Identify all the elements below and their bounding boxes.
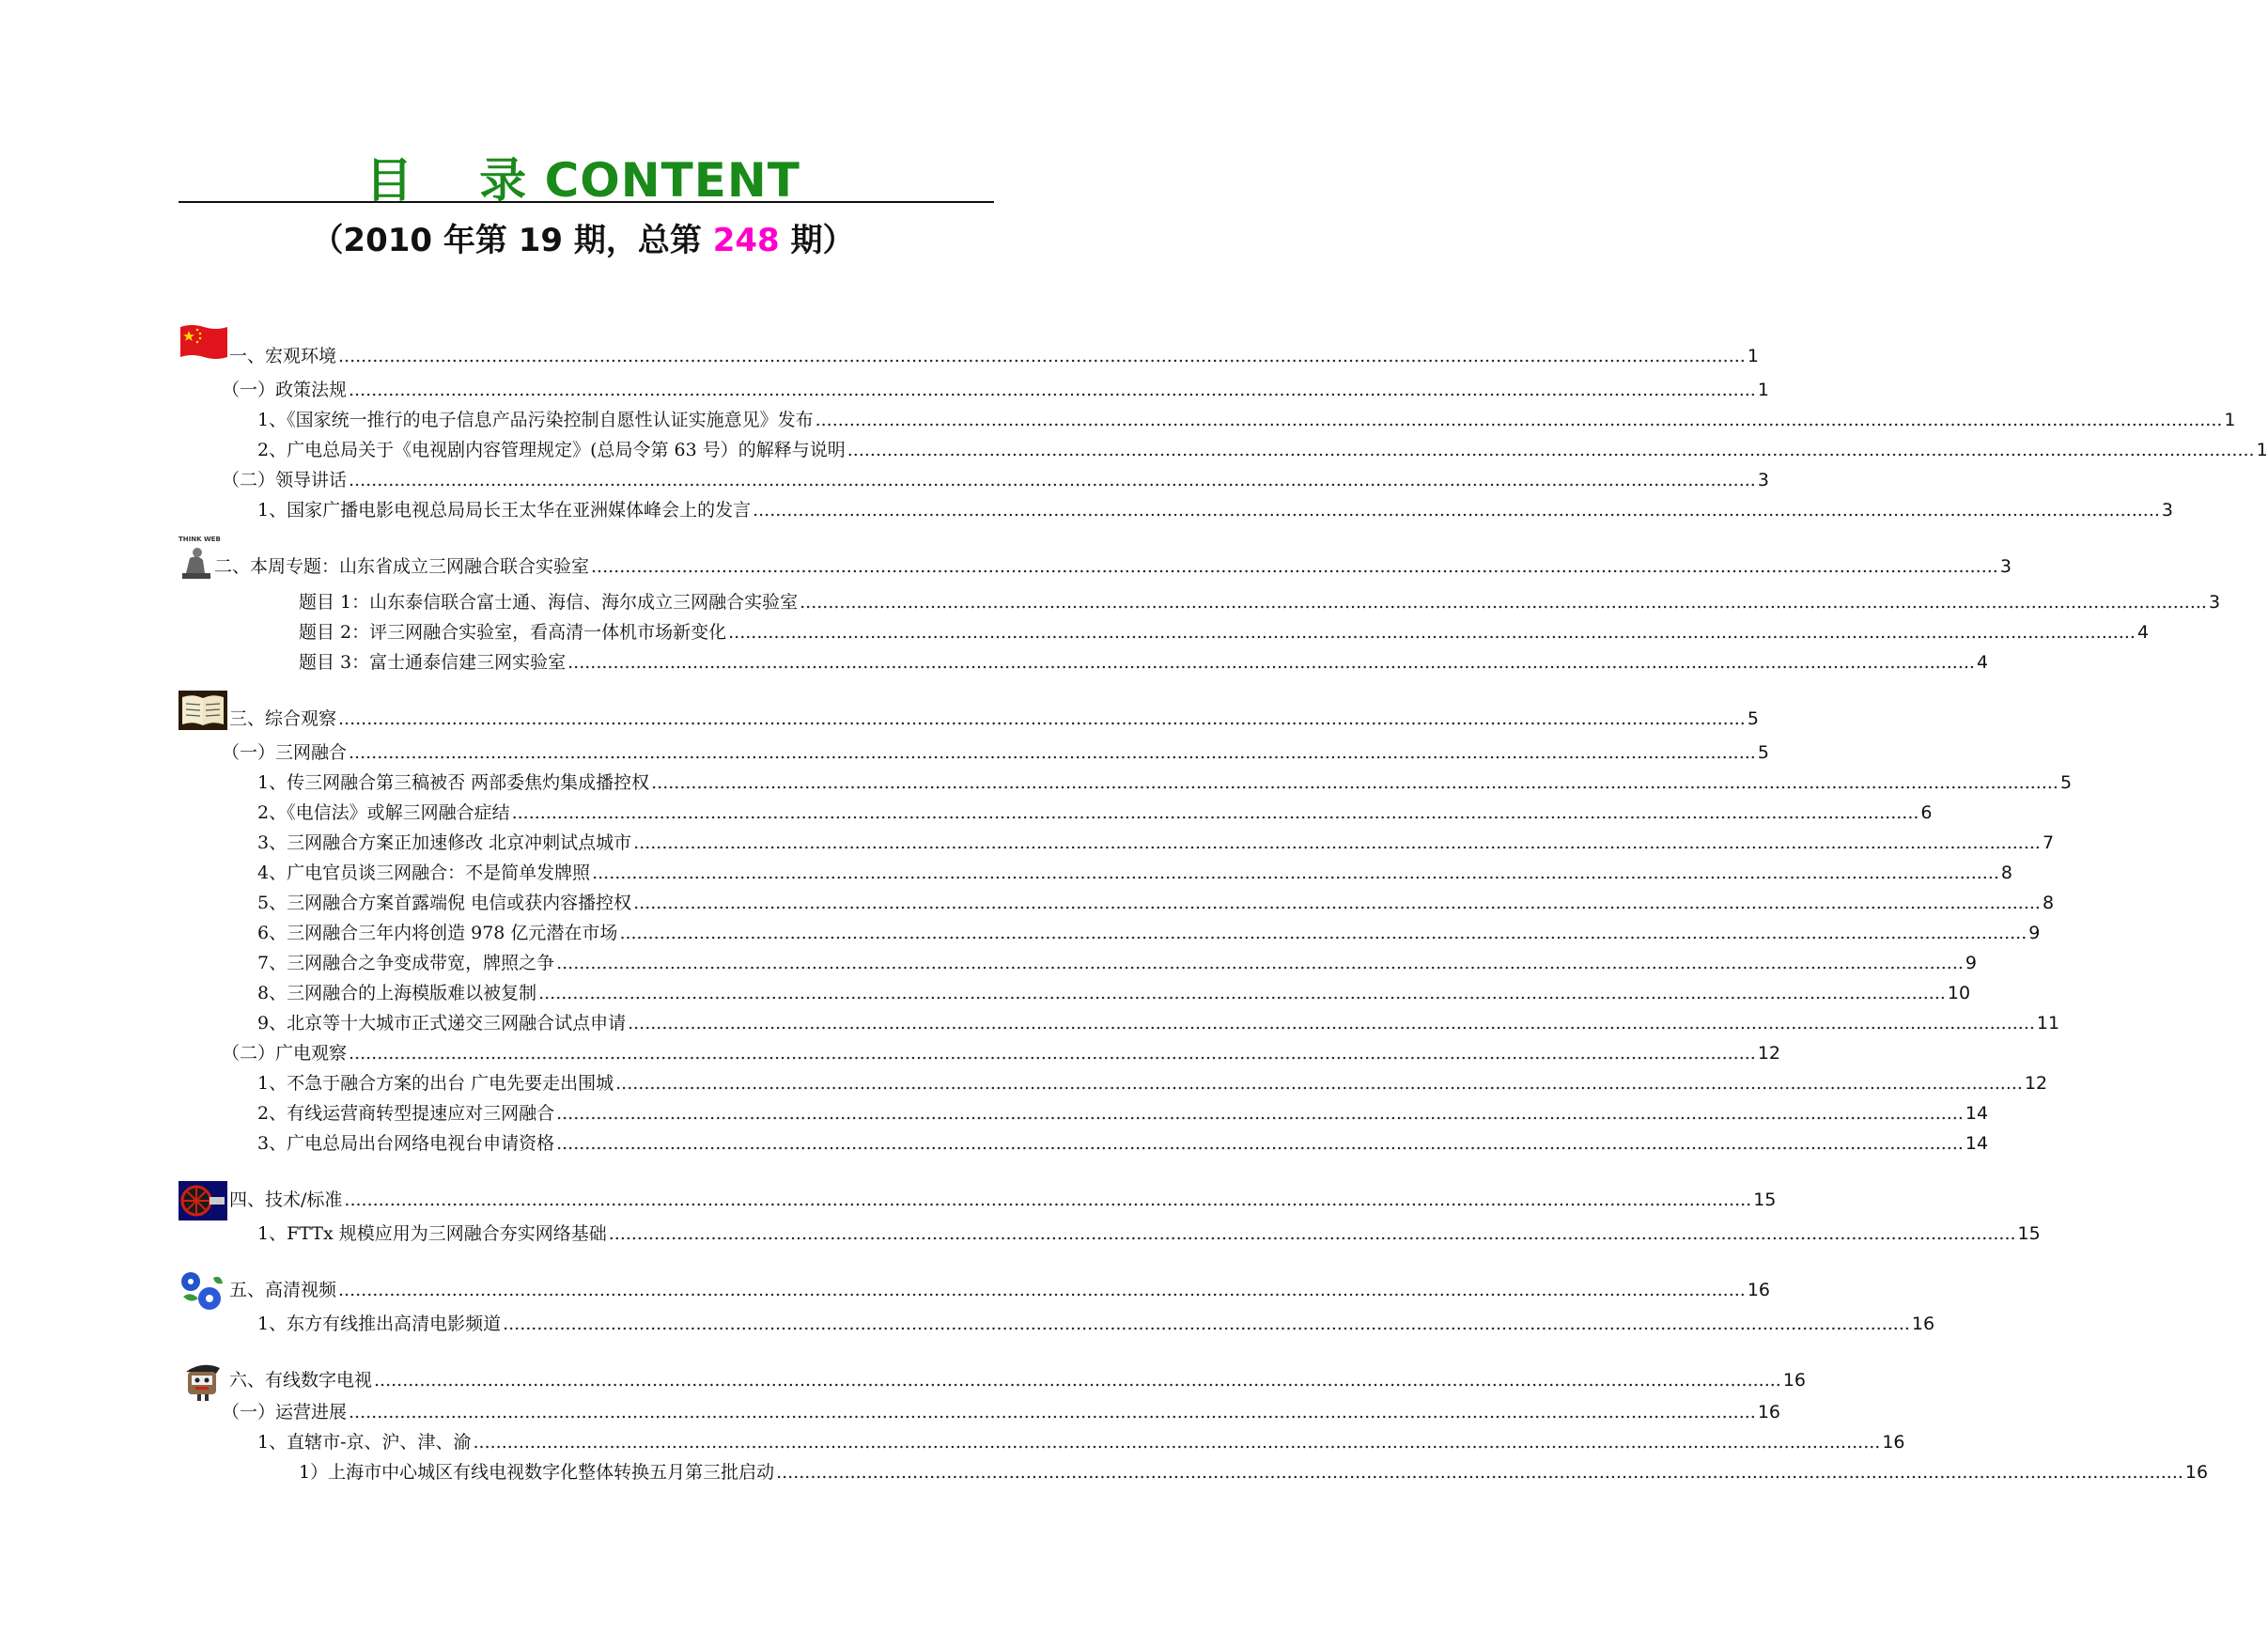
toc-entry[interactable] xyxy=(257,770,2073,795)
toc-leader-dots xyxy=(512,801,1919,825)
toc-leader-dots xyxy=(349,378,1756,402)
toc-entry[interactable] xyxy=(257,1312,1935,1336)
toc-entry-page: 3 xyxy=(1999,556,2012,577)
toc-entry-page: 16 xyxy=(1911,1314,1935,1334)
toc-entry-page: 8 xyxy=(2000,863,2012,883)
thinker-icon xyxy=(177,534,221,581)
toc-entry-page: 11 xyxy=(2036,1013,2060,1034)
toc-entry-title: 1、FTTx 规模应用为三网融合夯实网络基础 xyxy=(257,1223,607,1244)
toc-entry-title: 8、三网融合的上海模版难以被复制 xyxy=(257,983,537,1003)
toc-entry-page: 14 xyxy=(1965,1133,1989,1154)
toc-entry[interactable] xyxy=(222,468,1769,492)
toc-leader-dots xyxy=(349,1400,1756,1424)
toc-entry-title: 六、有线数字电视 xyxy=(229,1370,373,1391)
toc-entry-title: （一）政策法规 xyxy=(222,380,348,400)
toc-entry-title: 1、传三网融合第三稿被否 两部委焦灼集成播控权 xyxy=(257,772,650,793)
toc-entry-page: 14 xyxy=(1965,1103,1989,1124)
toc-entry-page: 5 xyxy=(1747,708,1759,729)
toc-entry-page: 3 xyxy=(1757,470,1769,490)
toc-entry-title: 五、高清视频 xyxy=(229,1280,337,1300)
toc-entry[interactable] xyxy=(257,1071,2048,1096)
toc-entry-title: 题目 1：山东泰信联合富士通、海信、海尔成立三网融合实验室 xyxy=(299,592,799,613)
toc-entry-page: 15 xyxy=(2017,1223,2041,1244)
toc-entry-title: 1、直辖市-京、沪、津、渝 xyxy=(257,1432,472,1453)
toc-entry-title: 1、国家广播电影电视总局局长王太华在亚洲媒体峰会上的发言 xyxy=(257,500,752,521)
toc-entry-title: 4、广电官员谈三网融合：不是简单发牌照 xyxy=(257,863,591,883)
toc-leader-dots xyxy=(556,1131,1964,1156)
toc-entry-title: 题目 2：评三网融合实验室，看高清一体机市场新变化 xyxy=(299,622,727,643)
toc-leader-dots xyxy=(592,861,1999,885)
toc-entry-page: 1 xyxy=(2224,410,2236,430)
toc-leader-dots xyxy=(556,951,1964,975)
toc-entry-title: （二）广电观察 xyxy=(222,1043,348,1064)
toc-leader-dots xyxy=(609,1221,2016,1246)
toc-entry[interactable] xyxy=(257,921,2041,945)
toc-entry-title: 3、广电总局出台网络电视台申请资格 xyxy=(257,1133,555,1154)
toc-entry-page: 10 xyxy=(1947,983,1971,1003)
toc-entry[interactable] xyxy=(222,1041,1781,1065)
toc-entry-page: 15 xyxy=(1753,1189,1777,1210)
toc-leader-dots xyxy=(633,831,2041,855)
toc-leader-dots xyxy=(628,1011,2035,1035)
toc-entry[interactable] xyxy=(214,554,2012,579)
toc-entry[interactable] xyxy=(229,707,1759,731)
toc-entry[interactable] xyxy=(299,1460,2209,1485)
toc-entry[interactable] xyxy=(257,498,2173,522)
toc-leader-dots xyxy=(619,921,2027,945)
toc-entry-title: 9、北京等十大城市正式递交三网融合试点申请 xyxy=(257,1013,627,1034)
toc-entry[interactable] xyxy=(257,1430,1905,1454)
toc-entry[interactable] xyxy=(257,1101,1989,1126)
toc-leader-dots xyxy=(503,1312,1910,1336)
toc-entry-title: 四、技术/标准 xyxy=(229,1189,343,1210)
toc-entry-title: 1）上海市中心城区有线电视数字化整体转换五月第三批启动 xyxy=(299,1462,775,1483)
issue-number: 248 xyxy=(712,222,780,259)
toc-entry[interactable] xyxy=(257,891,2055,915)
toc-entry-page: 5 xyxy=(2059,772,2073,793)
toc-entry[interactable] xyxy=(257,981,1971,1005)
toc-entry-title: （一）运营进展 xyxy=(222,1402,348,1423)
toc-entry-page: 5 xyxy=(1757,742,1769,763)
toc-entry-page: 16 xyxy=(1882,1432,1905,1453)
toc-leader-dots xyxy=(344,1188,1751,1212)
toc-leader-dots xyxy=(753,498,2160,522)
toc-entry-title: （二）领导讲话 xyxy=(222,470,348,490)
toc-leader-dots xyxy=(349,740,1756,765)
toc-entry-title: （一）三网融合 xyxy=(222,742,348,763)
toc-entry-title: 6、三网融合三年内将创造 978 亿元潜在市场 xyxy=(257,923,618,943)
toc-leader-dots xyxy=(474,1430,1881,1454)
toc-entry-title: 7、三网融合之争变成带宽，牌照之争 xyxy=(257,953,555,973)
toc-leader-dots xyxy=(349,1041,1756,1065)
toc-entry-page: 3 xyxy=(2208,592,2221,613)
toc-entry[interactable] xyxy=(257,831,2055,855)
toc-entry-page: 3 xyxy=(2161,500,2173,521)
toc-leader-dots xyxy=(651,770,2058,795)
toc-entry-title: 1、《国家统一推行的电子信息产品污染控制自愿性认证实施意见》发布 xyxy=(257,410,814,430)
toc-leader-dots xyxy=(338,707,1746,731)
toc-entry-title: 2、有线运营商转型提速应对三网融合 xyxy=(257,1103,555,1124)
toc-entry-page: 9 xyxy=(1965,953,1977,973)
title-left: 目 xyxy=(365,153,414,208)
toc-entry[interactable] xyxy=(257,1131,1989,1156)
toc-entry-page: 4 xyxy=(2136,622,2150,643)
toc-entry-title: 一、宏观环境 xyxy=(229,346,337,366)
issue-prefix: （2010 年第 19 期，总第 xyxy=(311,222,713,259)
toc-entry-page: 16 xyxy=(1747,1280,1771,1300)
china-flag-icon xyxy=(179,323,229,363)
toc-leader-dots xyxy=(816,408,2223,432)
toc-entry-title: 5、三网融合方案首露端倪 电信或获内容播控权 xyxy=(257,893,632,913)
toc-leader-dots xyxy=(338,1278,1746,1302)
toc-entry-title: 三、综合观察 xyxy=(229,708,337,729)
title-right: 录 CONTENT xyxy=(479,153,800,208)
toc-entry[interactable] xyxy=(222,378,1769,402)
toc-entry-page: 9 xyxy=(2028,923,2041,943)
toc-entry-page: 16 xyxy=(1757,1402,1781,1423)
toc-entry-page: 6 xyxy=(1920,802,1933,823)
toc-leader-dots xyxy=(615,1071,2023,1096)
toc-entry-page: 1 xyxy=(1757,380,1769,400)
toc-entry-page: 1 xyxy=(1747,346,1759,366)
toc-leader-dots xyxy=(567,650,1975,675)
flower-icon xyxy=(178,1270,226,1315)
toc-entry-page: 4 xyxy=(1976,652,1989,673)
cartoon-tv-icon xyxy=(179,1359,225,1402)
tech-wheel-icon xyxy=(178,1180,228,1221)
toc-entry[interactable] xyxy=(222,1400,1781,1424)
toc-entry[interactable] xyxy=(257,1011,2060,1035)
toc-entry[interactable] xyxy=(229,1368,1807,1392)
toc-entry[interactable] xyxy=(257,801,1933,825)
toc-entry[interactable] xyxy=(222,740,1769,765)
toc-entry-page: 8 xyxy=(2042,893,2055,913)
toc-leader-dots xyxy=(338,344,1746,368)
toc-entry[interactable] xyxy=(257,1221,2041,1246)
toc-leader-dots xyxy=(847,438,2255,462)
toc-entry-title: 2、广电总局关于《电视剧内容管理规定》(总局令第 63 号）的解释与说明 xyxy=(257,440,846,460)
toc-entry-page: 7 xyxy=(2042,832,2055,853)
toc-entry[interactable] xyxy=(257,861,2012,885)
toc-entry-page: 1 xyxy=(2256,440,2268,460)
toc-entry[interactable] xyxy=(257,408,2236,432)
toc-leader-dots xyxy=(349,468,1756,492)
toc-leader-dots xyxy=(556,1101,1964,1126)
toc-entry-title: 1、东方有线推出高清电影频道 xyxy=(257,1314,502,1334)
toc-entry-title: 3、三网融合方案正加速修改 北京冲刺试点城市 xyxy=(257,832,632,853)
toc-leader-dots xyxy=(538,981,1946,1005)
toc-entry-title: 1、不急于融合方案的出台 广电先要走出围城 xyxy=(257,1073,614,1094)
toc-entry-page: 12 xyxy=(1757,1043,1781,1064)
toc-entry-page: 12 xyxy=(2024,1073,2048,1094)
toc-entry[interactable] xyxy=(299,620,2150,645)
title-rule xyxy=(179,201,994,203)
toc-entry-page: 16 xyxy=(2184,1462,2209,1483)
toc-entry[interactable] xyxy=(257,438,2268,462)
toc-leader-dots xyxy=(800,590,2207,614)
toc-leader-dots xyxy=(633,891,2041,915)
toc-leader-dots xyxy=(374,1368,1781,1392)
toc-entry[interactable] xyxy=(229,344,1759,368)
toc-entry-page: 16 xyxy=(1782,1370,1807,1391)
toc-leader-dots xyxy=(728,620,2136,645)
think-web-label: THINK WEB xyxy=(179,536,221,543)
issue-suffix: 期） xyxy=(779,222,855,259)
issue-line xyxy=(0,214,1166,260)
toc-entry-title: 题目 3：富士通泰信建三网实验室 xyxy=(299,652,567,673)
toc-leader-dots xyxy=(776,1460,2183,1485)
toc-entry[interactable] xyxy=(229,1188,1777,1212)
toc-entry[interactable] xyxy=(257,951,1977,975)
toc-leader-dots xyxy=(591,554,1998,579)
toc-entry[interactable] xyxy=(299,650,1989,675)
toc-entry-title: 二、本周专题：山东省成立三网融合联合实验室 xyxy=(214,556,590,577)
toc-entry[interactable] xyxy=(229,1278,1771,1302)
toc-entry-title: 2、《电信法》或解三网融合症结 xyxy=(257,802,510,823)
toc-entry[interactable] xyxy=(299,590,2221,614)
book-icon xyxy=(178,690,228,731)
